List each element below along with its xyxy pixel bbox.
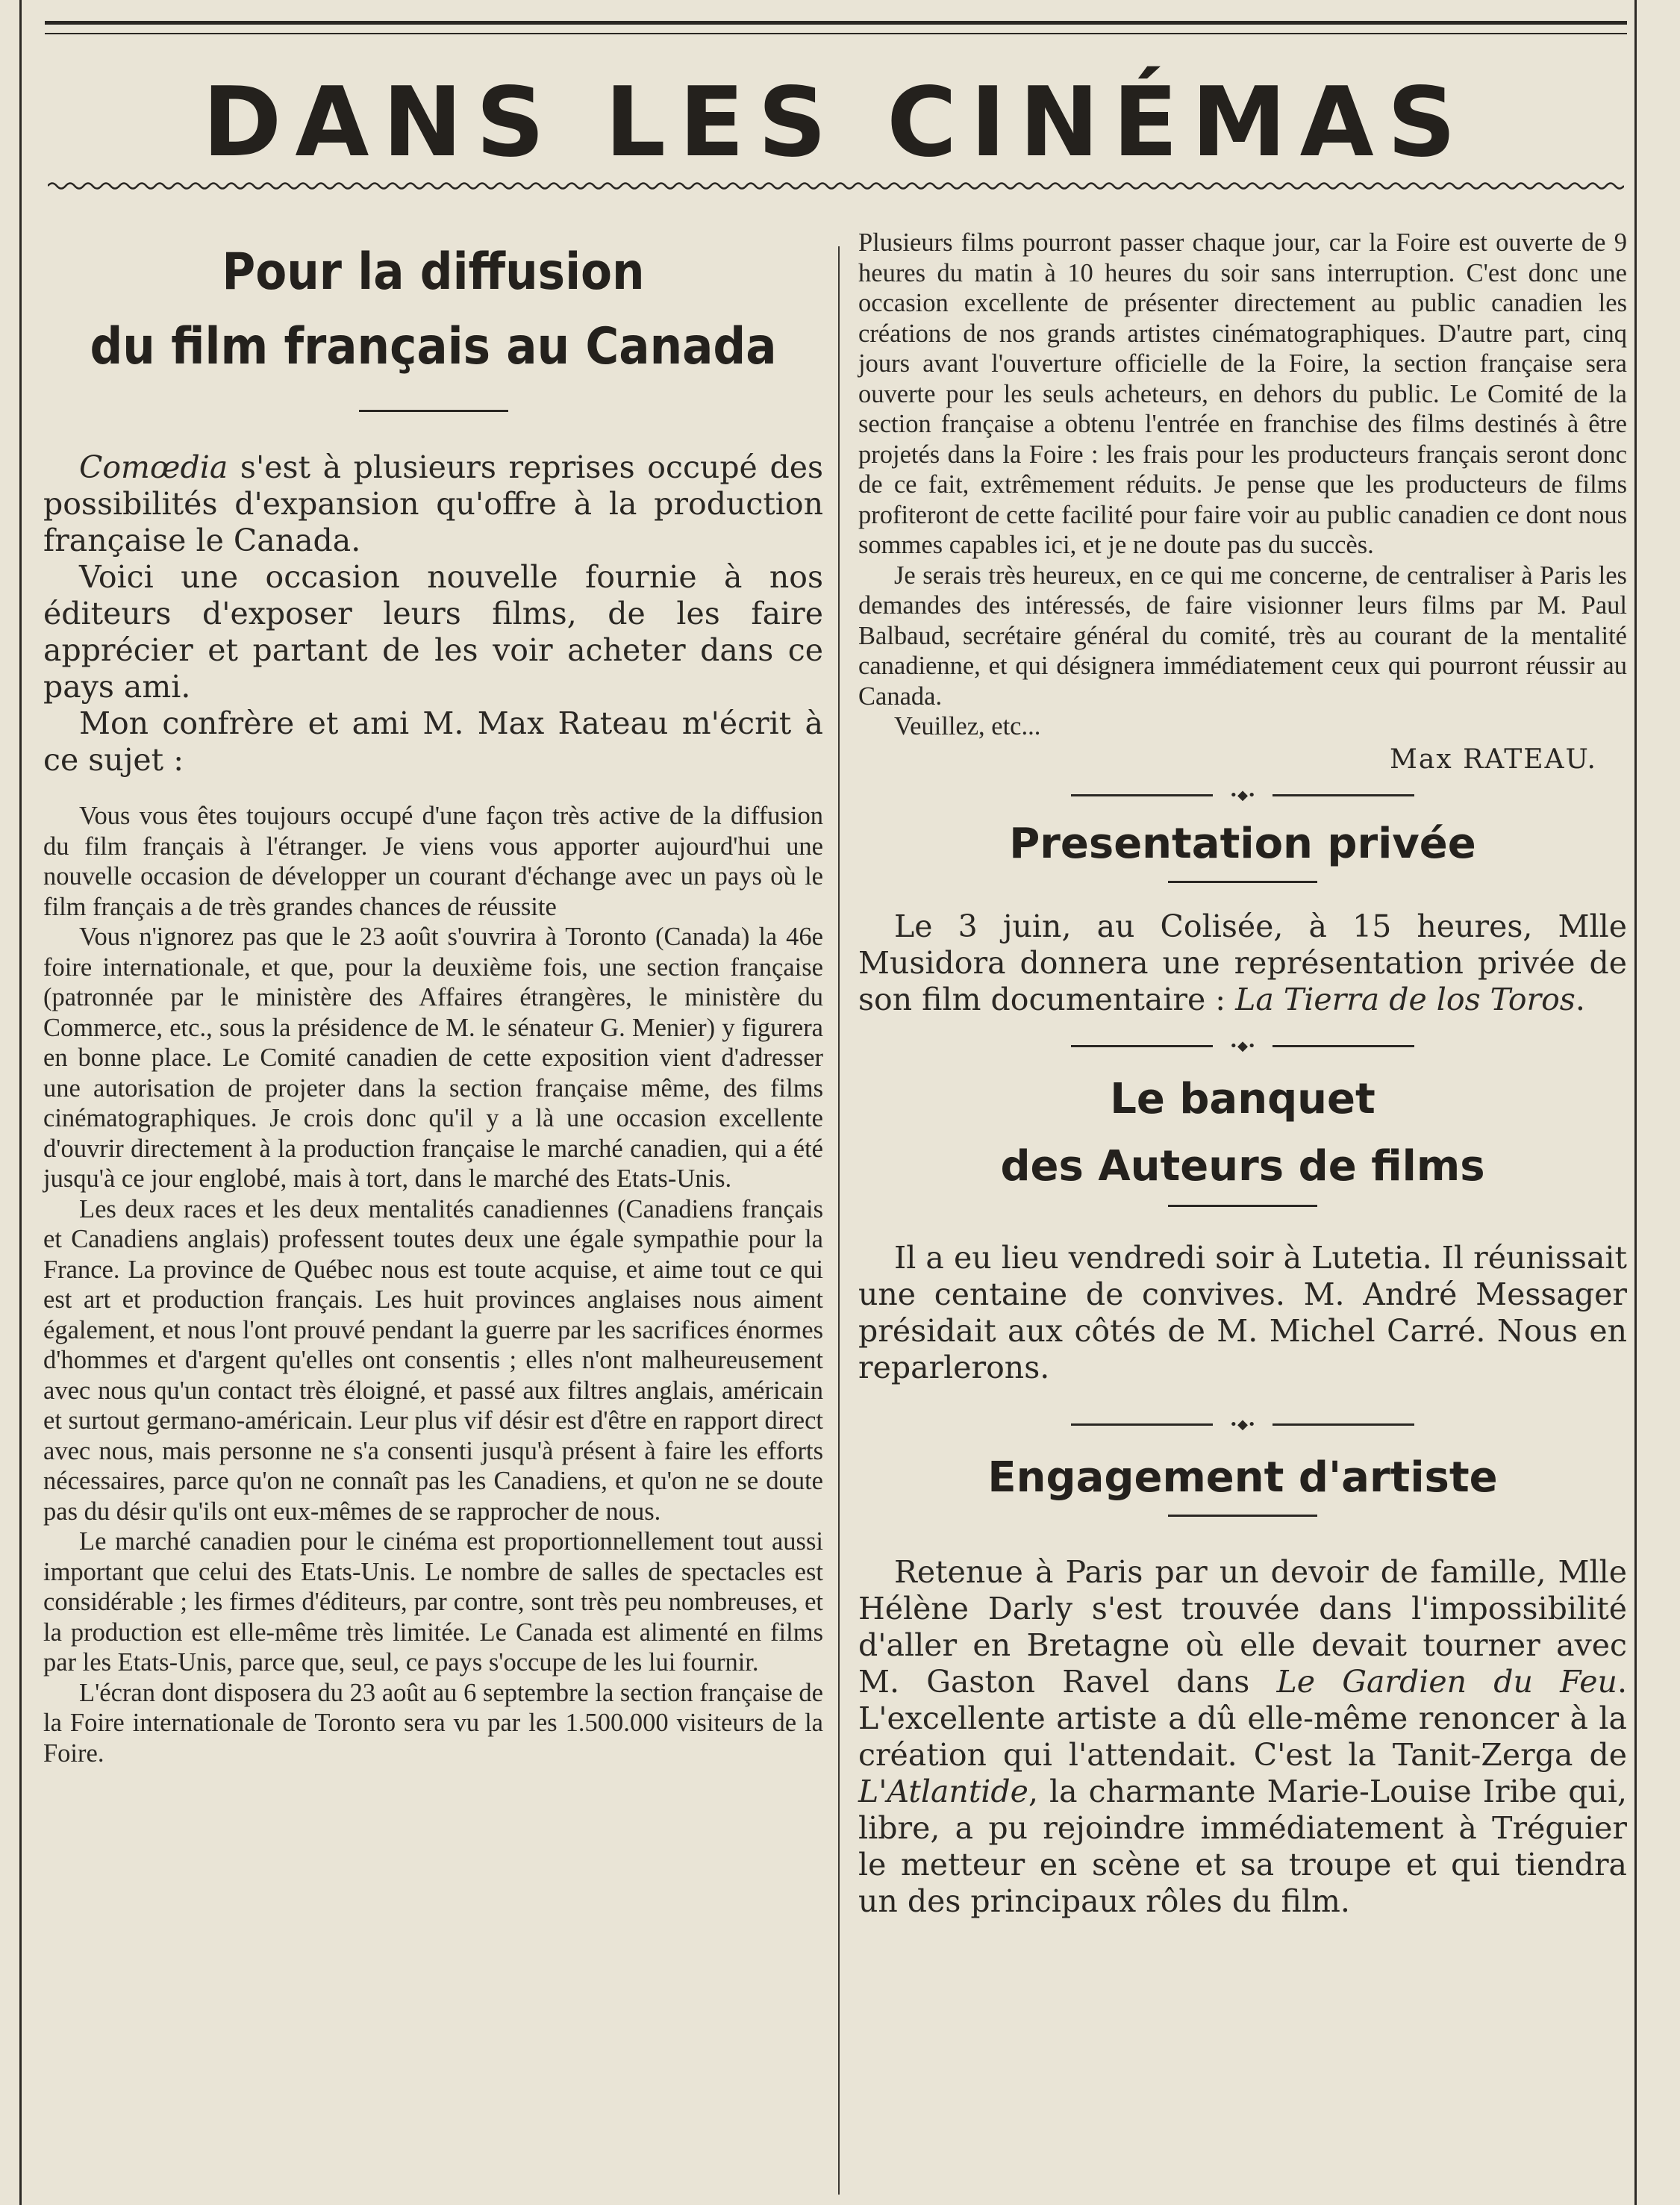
intro-paragraph: Comœdia s'est à plusieurs reprises occupé des possibilités d'expansion qu'offre à la production française le Canada. <box>43 449 823 558</box>
article-headline: Engagement d'artiste <box>987 1453 1498 1502</box>
letter-closing: Veuillez, etc... <box>894 712 1041 740</box>
column-divider <box>838 246 840 2195</box>
letter-signature: Max RATEAU. <box>1390 743 1597 775</box>
headline-rule <box>1168 1205 1317 1207</box>
headline-rule <box>1168 881 1317 883</box>
adjacent-column-right-edge <box>1627 0 1680 2205</box>
adjacent-column-left-edge <box>0 0 22 2205</box>
intro-paragraph: Mon confrère et ami M. Max Rateau m'écrit à ce sujet : <box>43 705 823 778</box>
section-ornament-rule: •◆• <box>1071 787 1414 805</box>
left-column <box>43 228 823 1768</box>
top-rule-thin <box>45 33 1627 34</box>
section-masthead: DANS LES CINÉMAS <box>202 67 1470 178</box>
film-title: La Tierra de los Toros <box>1235 981 1576 1017</box>
film-title: L'Atlantide <box>858 1773 1028 1809</box>
intro-paragraph: Voici une occasion nouvelle fournie à nos éditeurs d'exposer leurs films, de les faire apprécier et partant de les voir acheter dans ce pays ami. <box>43 559 823 705</box>
masthead-wavy-rule <box>48 181 1624 191</box>
letter-continuation-paragraph: Plusieurs films pourront passer chaque jour, car la Foire est ouverte de 9 heures du matin à 10 heures du soir sans interruption. C'est donc une occasion excellente de présenter directement au public canadien les créations de nos grands artistes cinématographiques. D'autre part, cinq jours avant l'ouverture officielle de la Foire, la section française sera ouverte pour les seuls acheteurs, en dehors du public. Le Comité de la section française a obtenu l'entrée en franchise des films destinés à être projetés dans la Foire : les frais pour les producteurs français seront donc de ce fait, extrêmement réduits. Je pense que les producteurs de films profiteront de cette facilité pour faire voir au public canadien ce dont nous sommes capables ici, et je ne doute pas du succès. <box>858 228 1627 559</box>
section-ornament-rule: •◆• <box>1071 1038 1414 1055</box>
headline-rule <box>359 410 508 412</box>
film-title: Le Gardien du Feu <box>1276 1663 1617 1700</box>
article-headline-line2: du film français au Canada <box>90 317 777 376</box>
article-headline: Presentation privée <box>1009 819 1476 868</box>
letter-paragraph: Le marché canadien pour le cinéma est proportionnellement tout aussi important que celui des Etats-Unis. Le nombre de salles de spectacles est considérable ; les firmes d'éditeurs, par contre, sont très peu nombreuses, et la production est elle-même très limitée. Le Canada est alimenté en films par les Etats-Unis, parce que, seul, ce pays s'occupe de les lui fournir. <box>43 1527 823 1677</box>
section-ornament-rule: •◆• <box>1071 1416 1414 1434</box>
letter-paragraph: Vous n'ignorez pas que le 23 août s'ouvrira à Toronto (Canada) la 46e foire internationale, et que, pour la deuxième fois, une section française (patronnée par le ministère des Affaires étrangères, le ministère du Commerce, etc., sous la présidence de M. le sénateur G. Menier) y figurera en bonne place. Le Comité canadien de cette exposition vient d'adresser une autorisation de projeter dans la section française même, des films cinématographiques. Je crois donc qu'il y a là une occasion excellente d'ouvrir directement à la production française le marché canadien, qui a été jusqu'à ce jour englobé, mais à tort, dans le marché des Etats-Unis. <box>43 923 823 1193</box>
letter-continuation-paragraph: Je serais très heureux, en ce qui me concerne, de centraliser à Paris les demandes des intéressés, de faire visionner leurs films par M. Paul Balbaud, secrétaire général du comité, très au courant de la mentalité canadienne, et qui désignera immédiatement ceux qui pourront réussir au Canada. <box>858 561 1627 711</box>
publication-name: Comœdia <box>79 449 228 485</box>
headline-rule <box>1168 1515 1317 1517</box>
article-paragraph: Retenue à Paris par un devoir de famille, Mlle Hélène Darly s'est trouvée dans l'impossibilité d'aller en Bretagne où elle devait tourner avec M. Gaston Ravel dans Le Gardien du Feu. L'excellente artiste a dû elle-même renoncer à la création qui l'attendait. C'est la Tanit-Zerga de L'Atlantide, la charmante Marie-Louise Iribe qui, libre, a pu rejoindre immédiatement à Tréguier le metteur en scène et sa troupe et qui tiendra un des principaux rôles du film. <box>858 1553 1627 1919</box>
article-headline-line1: Pour la diffusion <box>222 243 645 302</box>
letter-paragraph: Vous vous êtes toujours occupé d'une façon très active de la diffusion du film français à l'étranger. Je viens vous apporter aujourd'hui une nouvelle occasion de développer un courant d'échange avec un pays où le film français a de très grandes chances de réussite <box>43 802 823 921</box>
article-headline-line1: Le banquet <box>1110 1074 1375 1123</box>
letter-paragraph: L'écran dont disposera du 23 août au 6 septembre la section française de la Foire internationale de Toronto sera vu par les 1.500.000 visiteurs de la Foire. <box>43 1678 823 1768</box>
article-paragraph: Le 3 juin, au Colisée, à 15 heures, Mlle Musidora donnera une représentation privée de son film documentaire : La Tierra de los Toros. <box>858 908 1627 1017</box>
letter-paragraph: Les deux races et les deux mentalités canadiennes (Canadiens français et Canadiens anglais) professent toutes deux une égale sympathie pour la France. La province de Québec nous est toute acquise, et aime tout ce qui est art et production français. Les huit provinces anglaises nous aiment également, et nous l'ont prouvé pendant la guerre par les sacrifices énormes d'hommes et d'argent qu'elles ont consentis ; elles n'ont malheureusement avec nous qu'un contact très éloigné, et passé aux filtres anglais, américain et surtout germano-américain. Leur plus vif désir est d'être en rapport direct avec nous, mais personne ne s'a consenti jusqu'à présent à faire les efforts nécessaires, parce qu'on ne connaît pas les Canadiens, et qu'on ne se doute pas du désir qu'ils ont eux-mêmes de se rapprocher de nous. <box>43 1194 823 1526</box>
right-column <box>858 228 1627 1920</box>
top-rule <box>45 21 1627 25</box>
article-headline-line2: des Auteurs de films <box>1000 1141 1485 1191</box>
article-paragraph: Il a eu lieu vendredi soir à Lutetia. Il réunissait une centaine de convives. M. André Messager présidait aux côtés de M. Michel Carré. Nous en reparlerons. <box>858 1239 1627 1385</box>
